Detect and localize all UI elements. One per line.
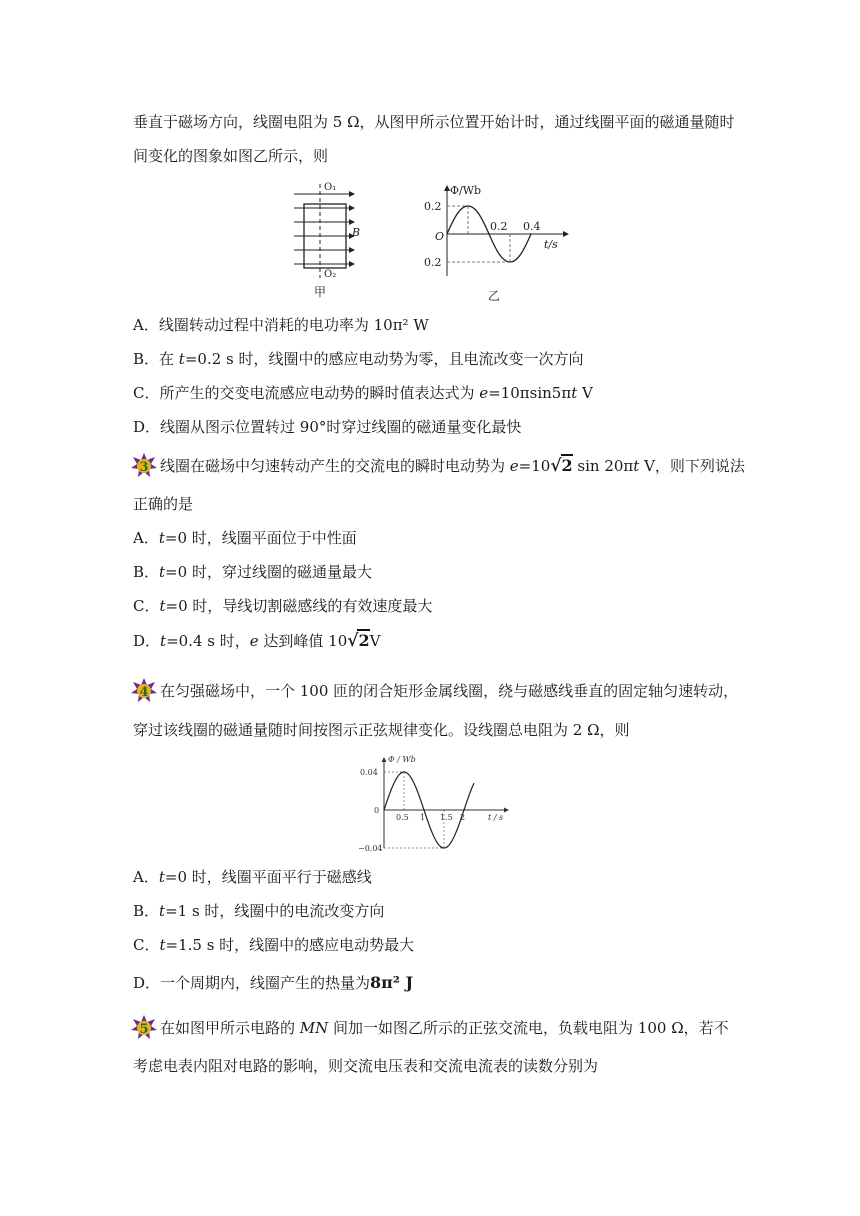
q5-stem-line2: 考虑电表内阻对电路的影响，则交流电压表和交流电流表的读数分别为 xyxy=(133,1057,599,1075)
yi-y-top: 0.2 xyxy=(424,200,442,213)
q2-stem-line1: 垂直于磁场方向，线圈电阻为 5 Ω，从图甲所示位置开始计时，通过线圈平面的磁通量随时 xyxy=(133,113,735,131)
q5-number-badge-icon xyxy=(131,1014,157,1040)
yi-x-tick1: 0.2 xyxy=(490,220,508,233)
x-tick-2: 2 xyxy=(460,813,466,822)
q2-figure-yi xyxy=(420,180,590,304)
q3-number-badge-icon xyxy=(131,452,157,478)
q2-option-d: D．线圈从图示位置转过 90°时穿过线圈的磁通量变化最快 xyxy=(133,418,522,436)
svg-text:3: 3 xyxy=(139,460,149,475)
q4-option-b: B．t=1 s 时，线圈中的电流改变方向 xyxy=(133,902,385,920)
q2-stem-line2: 间变化的图象如图乙所示，则 xyxy=(133,147,329,165)
x-tick-1.5: 1.5 xyxy=(440,813,453,822)
x-tick-0.5: 0.5 xyxy=(396,813,409,822)
svg-text:5: 5 xyxy=(139,1022,149,1037)
q2-option-a: A．线圈转动过程中消耗的电功率为 10π² W xyxy=(133,316,429,334)
chart-ylabel: Φ / Wb xyxy=(388,755,416,764)
svg-text:4: 4 xyxy=(139,685,149,700)
q4-flux-chart xyxy=(358,752,518,852)
q4-option-a: A．t=0 时，线圈平面平行于磁感线 xyxy=(133,868,372,886)
q4-number-badge-icon xyxy=(131,677,157,703)
label-o1: O₁ xyxy=(324,182,337,193)
label-b: B xyxy=(352,226,361,239)
q2-option-b: B．在 t=0.2 s 时，线圈中的感应电动势为零，且电流改变一次方向 xyxy=(133,350,584,368)
caption-yi: 乙 xyxy=(488,289,501,303)
q3-option-c: C．t=0 时，导线切割磁感线的有效速度最大 xyxy=(133,597,433,615)
q2-figure-jia xyxy=(290,180,370,304)
q4-stem-line2: 穿过该线圈的磁通量随时间按图示正弦规律变化。设线圈总电阻为 2 Ω，则 xyxy=(133,721,630,739)
yi-origin: O xyxy=(435,230,445,243)
q3-option-b: B．t=0 时，穿过线圈的磁通量最大 xyxy=(133,563,372,581)
chart-xlabel: t / s xyxy=(488,813,504,822)
y-tick-0: 0 xyxy=(374,806,380,815)
yi-y-bottom: 0.2 xyxy=(424,256,442,269)
yi-x-tick2: 0.4 xyxy=(523,220,541,233)
y-tick-0.04: 0.04 xyxy=(360,768,378,777)
yi-ylabel: Φ/Wb xyxy=(450,184,482,197)
x-tick-1: 1 xyxy=(420,813,426,822)
q5-stem-line1: 在如图甲所示电路的 MN 间加一如图乙所示的正弦交流电，负载电阻为 100 Ω，若不 xyxy=(160,1019,729,1037)
q4-option-d: D．一个周期内，线圈产生的热量为8π² J xyxy=(133,973,414,992)
y-tick-neg0.04: −0.04 xyxy=(358,844,383,852)
q3-option-a: A．t=0 时，线圈平面位于中性面 xyxy=(133,529,357,547)
q3-option-d: D．t=0.4 s 时，e 达到峰值 10√2V xyxy=(133,631,381,651)
q4-stem-line1: 在匀强磁场中，一个 100 匝的闭合矩形金属线圈，绕与磁感线垂直的固定轴匀速转动， xyxy=(160,682,739,700)
yi-xlabel: t/s xyxy=(544,238,558,251)
q3-stem-line2: 正确的是 xyxy=(133,495,194,513)
label-o2: O₂ xyxy=(324,269,337,280)
q4-option-c: C．t=1.5 s 时，线圈中的感应电动势最大 xyxy=(133,936,415,954)
q2-option-c: C．所产生的交变电流感应电动势的瞬时值表达式为 e=10πsin5πt V xyxy=(133,384,593,402)
caption-jia: 甲 xyxy=(314,285,327,299)
heat-value: 8π² J xyxy=(370,973,414,992)
q3-stem-line1: 线圈在磁场中匀速转动产生的交流电的瞬时电动势为 e=10√2 sin 20πt V，则下列说法 xyxy=(160,456,745,476)
